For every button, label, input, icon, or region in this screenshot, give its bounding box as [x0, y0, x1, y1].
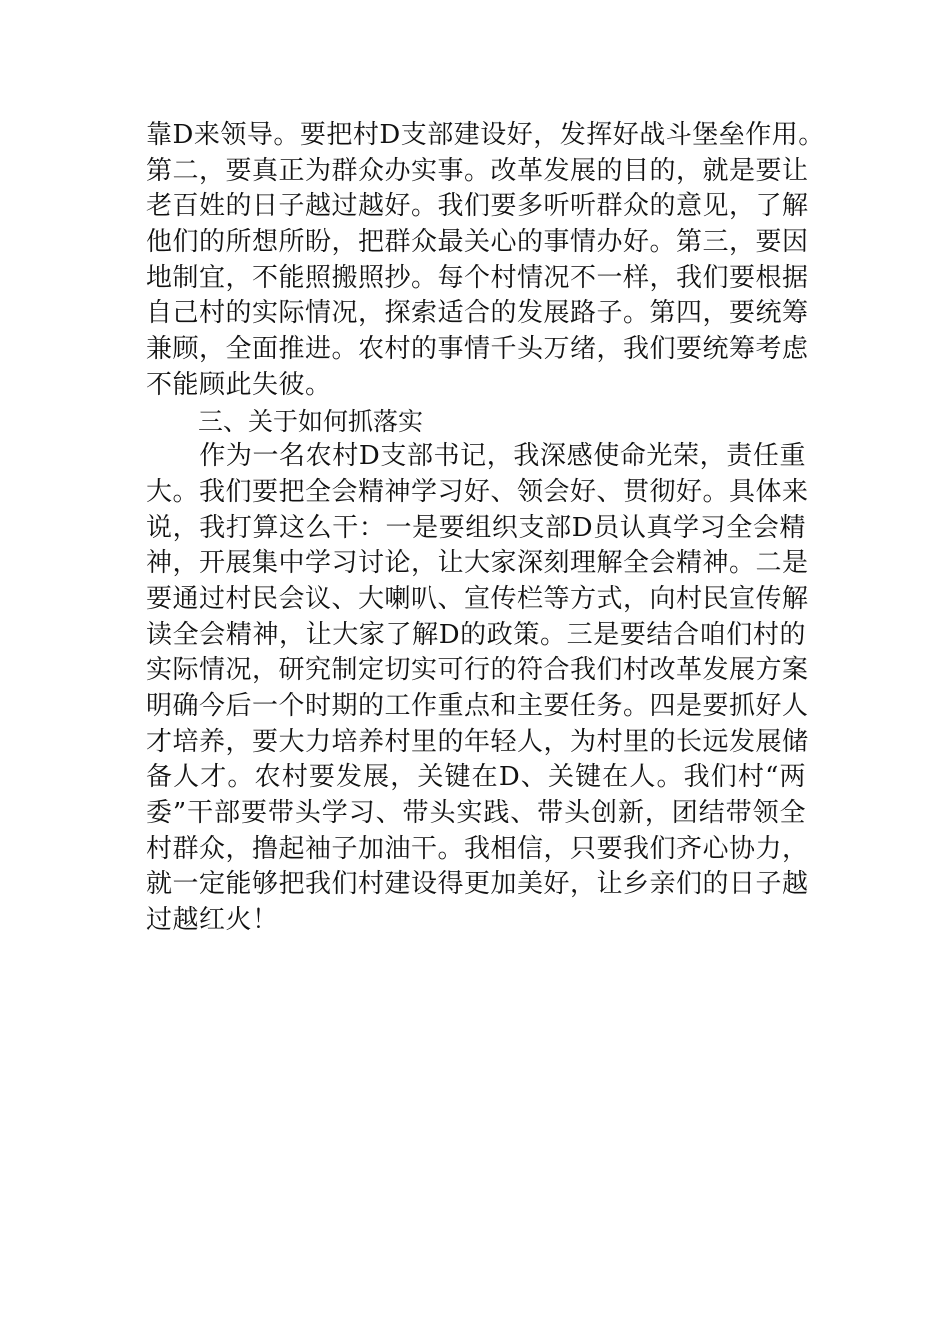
text-line: 读全会精神，让大家了解D的政策。三是要结合咱们村的 [146, 619, 806, 650]
text-line: 作为一名农村D支部书记，我深感使命光荣，责任重 [146, 441, 806, 472]
text-line: 实际情况，研究制定切实可行的符合我们村改革发展方案 [146, 655, 809, 686]
section-heading: 三、关于如何抓落实 [198, 406, 424, 436]
text-line: 第二，要真正为群众办实事。改革发展的目的，就是要让 [146, 155, 809, 186]
text-line: 地制宜，不能照搬照抄。每个村情况不一样，我们要根据 [146, 262, 809, 293]
text-line: 说，我打算这么干：一是要组织支部D员认真学习全会精 [146, 512, 806, 543]
text-line: 备人才。农村要发展，关键在D、关键在人。我们村“两 [146, 762, 806, 793]
paragraph [146, 439, 809, 939]
text-line: 就一定能够把我们村建设得更加美好，让乡亲们的日子越 [146, 869, 809, 900]
document-body [146, 118, 825, 939]
text-line: 明确今后一个时期的工作重点和主要任务。四是要抓好人 [146, 691, 809, 721]
text-line: 老百姓的日子越过越好。我们要多听听群众的意见，了解 [146, 191, 809, 222]
text-line: 委”干部要带头学习、带头实践、带头创新，团结带领全 [146, 798, 806, 829]
text-line: 他们的所想所盼，把群众最关心的事情办好。第三，要因 [146, 227, 809, 258]
paragraph [146, 118, 825, 404]
text-line: 要通过村民会议、大喇叭、宣传栏等方式，向村民宣传解 [146, 583, 809, 614]
text-line: 靠D来领导。要把村D支部建设好，发挥好战斗堡垒作用。 [146, 120, 825, 150]
text-line: 神，开展集中学习讨论，让大家深刻理解全会精神。二是 [146, 548, 809, 579]
text-line: 过越红火！ [146, 905, 279, 936]
text-line: 不能顾此失彼。 [146, 369, 332, 400]
text-line: 村群众，撸起袖子加油干。我相信，只要我们齐心协力， [146, 833, 809, 864]
text-line: 大。我们要把全会精神学习好、领会好、贯彻好。具体来 [146, 476, 809, 507]
text-line: 兼顾，全面推进。农村的事情千头万绪，我们要统筹考虑 [146, 334, 809, 365]
text-line: 才培养，要大力培养村里的年轻人，为村里的长远发展储 [146, 726, 809, 757]
text-line: 自己村的实际情况，探索适合的发展路子。第四，要统筹 [146, 298, 809, 329]
